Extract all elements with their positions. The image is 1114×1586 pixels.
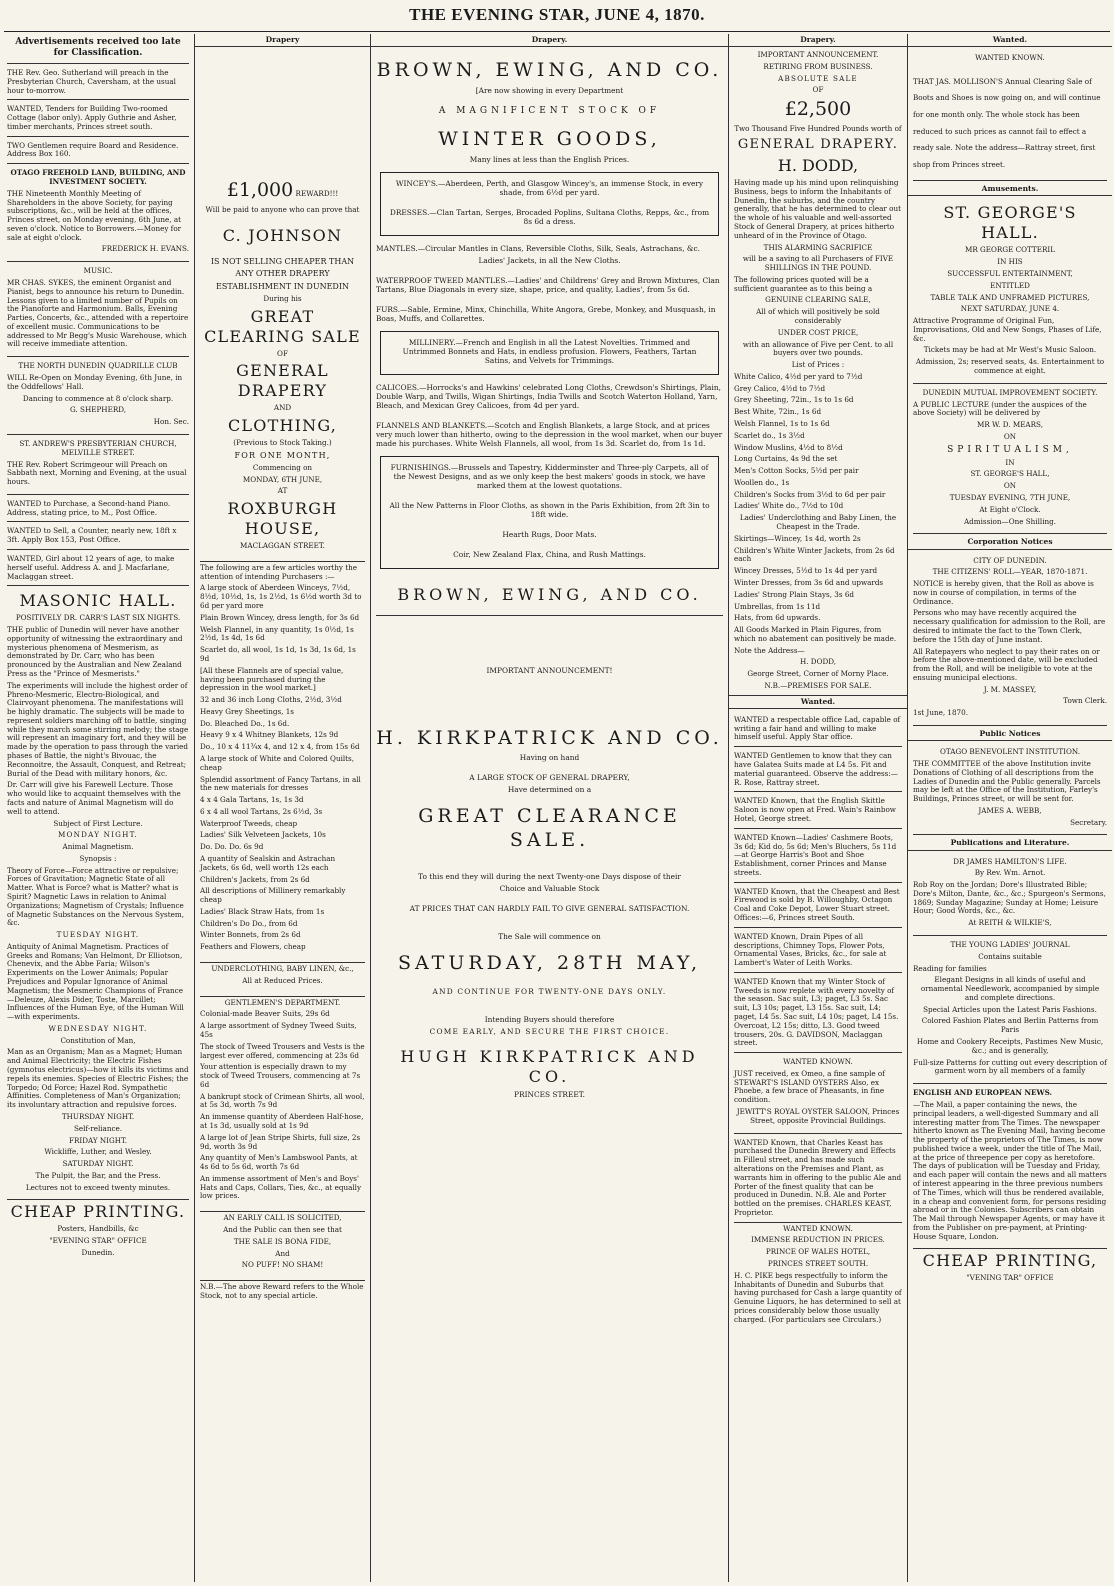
price-item: Window Muslins, 4½d to 8½d — [734, 442, 843, 452]
date: 1st June, 1870. — [913, 708, 968, 718]
otago-signature: FREDERICK H. EVANS. — [101, 244, 189, 254]
general-drapery: GENERAL DRAPERY — [236, 361, 329, 401]
mutual-improvement-ad — [913, 386, 1107, 535]
amusements-heading: Amusements. — [908, 183, 1112, 196]
coir: Coir, New Zealand Flax, China, and Rush Mattings. — [453, 550, 646, 560]
george-hall: ST. GEORGE'S HALL. — [943, 203, 1077, 243]
price-item: Scarlet do., 1s 3½d — [734, 430, 805, 440]
kirkpatrick-title: H. KIRKPATRICK AND CO. — [376, 726, 723, 749]
spiritualism: SPIRITUALISM, — [947, 444, 1073, 455]
list-item: A large stock of White and Colored Quilts, cheap — [200, 753, 355, 772]
is-not: IS NOT SELLING CHEAPER THAN — [210, 256, 355, 266]
one-month: FOR ONE MONTH, — [234, 451, 331, 461]
price-item: Winter Dresses, from 3s 6d and upwards — [734, 577, 884, 587]
quadrille-body: WILL Re-Open on Monday Evening, 6th June, in the Oddfellows' Hall. — [7, 373, 183, 391]
alarming: THIS ALARMING SACRIFICE — [763, 242, 873, 252]
webb: JAMES A. WEBB, — [978, 805, 1042, 815]
list-item: A quantity of Sealskin and Astrachan Jackets, 6s 6d, well worth 12s each — [200, 854, 336, 872]
contains: Contains suitable — [978, 951, 1042, 961]
wanted-known: WANTED KNOWN. — [783, 1223, 853, 1233]
marked: All Goods Marked in Plain Figures, from which no abatement can positively be made. — [734, 625, 897, 643]
price-item: Woollen do., 1s — [734, 477, 790, 487]
during: During his — [263, 293, 302, 303]
tuesday-title: TUESDAY NIGHT. — [56, 930, 140, 940]
column-4 — [729, 34, 907, 1582]
committee: THE COMMITTEE of the above Institution invite Donations of Clothing of all descriptions from the Ladies of Dunedin and the Public generally. Parcels may be left at the Office of the Institution, Farley's Buildings, Princes street, or will be sent for. — [913, 758, 1101, 804]
premises-for-sale: N.B.—PREMISES FOR SALE. — [764, 680, 872, 690]
roll: THE CITIZENS' ROLL—YEAR, 1870-1871. — [932, 567, 1088, 577]
jewitt: JEWITT'S ROYAL OYSTER SALOON, Princes Street, opposite Provincial Buildings. — [736, 1107, 900, 1125]
list-item: A large stock of Aberdeen Winceys, 7½d, 8½d, 10½d, 1s, 1s 2½d, 1s 6½d worth 3d to 6d per yard more — [200, 583, 362, 611]
cheap-printing-title: CHEAP PRINTING. — [10, 1202, 186, 1222]
waterproof: WATERPROOF TWEED MANTLES.—Ladies' and Childrens' Grey and Brown Mixtures, Clan Tartans, Blue Diagonals in every size, shape, price, and quality, Ladies', from 5s 6d. — [376, 275, 720, 294]
hearth: Hearth Rugs, Door Mats. — [502, 530, 597, 540]
prince-of-wales: PRINCE OF WALES HOTEL, — [765, 1247, 871, 1257]
underclothing: UNDERCLOTHING, BABY LINEN, &c., — [211, 964, 354, 974]
ad-music — [7, 264, 189, 357]
special: Special Articles upon the Latest Paris Fashions. — [923, 1004, 1097, 1014]
showing: [Are now showing in every Department — [475, 85, 624, 95]
princes-street: PRINCES STREET. — [514, 1089, 585, 1099]
millinery-box — [380, 331, 719, 375]
george-street: George Street, Corner of Morny Place. — [747, 669, 889, 679]
continue: AND CONTINUE FOR TWENTY-ONE DAYS ONLY. — [432, 986, 667, 996]
notice-2: Persons who may have recently acquired the necessary qualification for admission to the Roll, are desired to intimate the fact to the Town Clerk, before the 15th day of June instant. — [913, 608, 1106, 644]
attractive: Attractive Programme of Original Fun, Improvisations, Old and New Songs, Phases of Life, &c. — [913, 316, 1102, 343]
column-3 — [371, 34, 728, 1582]
under-cost: UNDER COST PRICE, — [777, 327, 859, 337]
gents-dept: GENTLEMEN'S DEPARTMENT. — [224, 997, 341, 1007]
in-his: IN HIS — [997, 257, 1023, 267]
town-clerk: Town Clerk. — [1063, 696, 1107, 706]
furs: FURS.—Sable, Ermine, Minx, Chinchilla, White Angora, Grebe, Monkey, and Musquash, in Boas, Muffs, and Collarettes. — [376, 304, 716, 323]
patterns: All the New Patterns in Floor Cloths, as shown in the Paris Exhibition, from 2ft 3in to 18ft wide. — [389, 501, 710, 520]
list-item: Children's Jackets, from 2s 6d — [200, 874, 310, 884]
clothing: CLOTHING, — [227, 416, 338, 436]
saturday-date: SATURDAY, 28TH MAY, — [397, 951, 702, 974]
wanted-ad: WANTED Known that my Winter Stock of Tweeds is now replete with every novelty of the season. Sac suit, L3; paget, L3 5s. Sac suit, L3 10s; paget, L3 15s. Sac suit, L4; paget, L4 5s. Sac suit, L4 10s; paget, L4 15s. Overcoat, L2 15s; ditto, L3. Good tweed trousers, 20s. G. DAVIDSON, Maclaggan street. — [734, 975, 902, 1053]
ladies-journal-ad — [913, 938, 1107, 1084]
column-1 — [2, 34, 194, 1582]
note-address: Note the Address— — [734, 645, 805, 655]
home: Home and Cookery Receipts, Pastimes New Music, &c.; and is generally, — [916, 1037, 1104, 1055]
ad-board: TWO Gentlemen require Board and Residence. Address Box 160. — [7, 139, 189, 165]
price-item: Men's Cotton Socks, 5½d per pair — [734, 466, 859, 476]
list-item: All descriptions of Millinery remarkably cheap — [200, 886, 346, 905]
wednesday-title: WEDNESDAY NIGHT. — [48, 1023, 148, 1033]
winceys: WINCEY'S.—Aberdeen, Perth, and Glasgow Wincey's, an immense Stock, in every shade, from 6½d per yard. — [395, 178, 704, 197]
music-body: MR CHAS. SYKES, the eminent Organist and Pianist, begs to announce his return to Dunedin. Lessons given to a limited number of Pupils on the Pianoforte and Harmonium. Balls, Evening Parties, Concerts, &c., attended with a repertoire of excellent music. Communications to be addressed to Mr Begg's Music Warehouse, which will receive immediate attention. — [7, 278, 189, 349]
list-item: Children's Do Do., from 6d — [200, 918, 298, 928]
ad-piano: WANTED to Purchase, a Second-hand Piano. Address, stating price, to M., Post Office. — [7, 497, 189, 523]
drapery-heading: Drapery. — [371, 34, 728, 47]
winceys-box — [380, 172, 719, 236]
list-item: Heavy Grey Sheetings, 1s — [200, 706, 294, 716]
city: CITY OF DUNEDIN. — [973, 555, 1047, 565]
reward-note: N.B.—The above Reward refers to the Whole Stock, not to any special article. — [200, 1282, 364, 1300]
having: Having on hand — [519, 753, 580, 763]
ad-st-andrews — [7, 437, 189, 495]
price-item: Grey Sheeting, 72in., 1s to 1s 6d — [734, 395, 854, 405]
magnificent: A MAGNIFICENT STOCK OF — [438, 105, 661, 116]
fullsize: Full-size Patterns for cutting out every description of garment worn by all members of a family — [913, 1057, 1107, 1076]
st-andrews-title: ST. ANDREW'S PRESBYTERIAN CHURCH, MELVILLE STREET. — [19, 438, 177, 457]
furnishings: FURNISHINGS.—Brussels and Tapestry, Kidderminster and Three-ply Carpets, all of the Newest Designs, and as we only keep the best makers' goods in stock, we have marked them at the lowest quotations. — [390, 463, 709, 491]
following: The following are a few articles worthy the attention of intending Purchasers :— — [200, 562, 358, 581]
dodd-name: H. DODD, — [777, 156, 859, 176]
citizens-roll-ad — [913, 554, 1107, 727]
monday-subtitle: Animal Magnetism. — [62, 842, 134, 852]
eight: At Eight o'Clock. — [979, 504, 1041, 514]
at: AT — [277, 486, 288, 496]
oysters: JUST received, ex Omeo, a fine sample of STEWART'S ISLAND OYSTERS Also, ex Phoebe, a few brace of Pheasants, in fine condition. — [734, 1068, 885, 1105]
price-item: Long Curtains, 4s 9d the set — [734, 454, 838, 464]
roxburgh-house: ROXBURGH HOUSE, — [227, 499, 338, 539]
hamilton-ad — [913, 855, 1107, 936]
dodd-address-name: H. DODD, — [799, 657, 837, 667]
ad-girl: WANTED, Girl about 12 years of age, to make herself useful. Address A. and J. Macfarlane, Maclaggan street. — [7, 552, 189, 586]
cheap-printing-title: CHEAP PRINTING, — [922, 1251, 1098, 1271]
dunedin: Dunedin. — [81, 1247, 115, 1257]
music-title: MUSIC. — [83, 266, 113, 276]
price-item: Grey Calico, 4½d to 7½d — [734, 383, 826, 393]
carr-title: POSITIVELY DR. CARR'S LAST SIX NIGHTS. — [15, 613, 181, 623]
flannels: FLANNELS AND BLANKETS.—Scotch and English Blankets, a large Stock, and at prices very much lower than hitherto, owing to the depression in the wool market, when our buyer made his purchases. White Welsh Flannels, all wool, from 1s 3d. Scarlet do, from 1s 1d. — [376, 421, 723, 449]
tuesday: TUESDAY EVENING, 7TH JUNE, — [949, 493, 1071, 503]
wanted-ad: WANTED Known, Drain Pipes of all descriptions, Chimney Tops, Flower Pots, Ornamental Vases, Bricks, &c., for sale at Lambert's Water of Leith Works. — [734, 930, 902, 973]
friday-title: FRIDAY NIGHT. — [68, 1135, 128, 1145]
list-item: Do. Do. Do. 6s 9d — [200, 842, 264, 852]
george-hall-2: ST. GEORGE'S HALL, — [970, 469, 1050, 479]
great-clearing-sale: GREAT CLEARING SALE — [204, 306, 361, 346]
admission: Admission, 2s; reserved seats, 4s. Entertainment to commence at eight. — [915, 357, 1105, 376]
reward-amount: £1,000 — [226, 179, 294, 202]
johnson: C. JOHNSON — [222, 225, 343, 245]
no-puff: NO PUFF! NO SHAM! — [241, 1260, 324, 1270]
mears: MR W. D. MEARS, — [977, 420, 1043, 430]
maclaggan-street: MACLAGGAN STREET. — [240, 541, 325, 551]
price-item: White Calico, 4½d per yard to 7½d — [734, 371, 863, 381]
reward-word: REWARD!!! — [295, 189, 339, 199]
list-item: A bankrupt stock of Crimean Shirts, all wool, at 5s 3d, worth 7s 9d — [200, 1091, 365, 1110]
previous: (Previous to Stock Taking.) — [233, 438, 332, 448]
list-item: A large assortment of Sydney Tweed Suits, 45s — [200, 1021, 357, 1039]
list-item: Colonial-made Beaver Suits, 29s 6d — [200, 1009, 330, 1019]
english-news-ad — [913, 1086, 1107, 1249]
retiring: RETIRING FROM BUSINESS. — [763, 61, 873, 71]
next-saturday: NEXT SATURDAY, JUNE 4. — [960, 304, 1060, 314]
price-item: Welsh Flannel, 1s to 1s 6d — [734, 419, 830, 429]
hamilton-body: Rob Roy on the Jordan; Dore's Illustrated Bible; Dore's Milton, Dante, &c., &c.; Spurgeon's Sermons, 1869; Sunday Magazine; Sunday at Home; Leisure Hour; Good Words, &c., &c. — [913, 880, 1106, 916]
sale-commence: The Sale will commence on — [498, 931, 601, 941]
mantles: MANTLES.—Circular Mantles in Clans, Reversible Cloths, Silk, Seals, Astrachans, &c. — [376, 243, 700, 253]
in: IN — [1005, 457, 1015, 467]
list-item: Ladies' Black Straw Hats, from 1s — [200, 906, 325, 916]
quadrille-title: THE NORTH DUNEDIN QUADRILLE CLUB — [18, 361, 178, 371]
absolute-sale: ABSOLUTE SALE — [778, 73, 858, 83]
tickets: Tickets may be had at Mr West's Music Saloon. — [923, 345, 1097, 355]
elegant: Elegant Designs in all kinds of useful and ornamental Needlework, accompanied by simple and complete directions. — [920, 975, 1100, 1002]
mollison-body: THAT JAS. MOLLISON'S Annual Clearing Sale of Boots and Shoes is now going on, and will continue for one month only. The whole stock has been reduced to such prices as cannot fail to effect a ready sale. Note the address—Rattray street, first shop from Princes street. — [913, 76, 1101, 169]
on-2: ON — [1003, 481, 1017, 491]
wednesday-body: Man as an Organism; Man as a Magnet; Human and Animal Electricity; the Electric Fishes (gymnotus electricus)—how it kills its victims and repels its enemies. Species of Electric Fishes; the Torpedo; Od Force; Hazel Rod. Sympathetic Affinities. Completeness of Man's Organization; its involuntary attraction and repulsive forces. — [7, 1047, 189, 1110]
list-item: 6 x 4 all wool Tartans, 2s 6½d, 3s — [200, 806, 323, 816]
friday-subtitle: Wickliffe, Luther, and Wesley. — [44, 1147, 152, 1157]
price-item: Umbrellas, from 1s 11d — [734, 601, 821, 611]
millinery: MILLINERY.—French and English in all the Latest Novelties. Trimmed and Untrimmed Bonnets and Hats, in endless profusion. Flowers, Feathers, Tartan Satins, and Velvets for Trimmings. — [402, 337, 697, 366]
lecture: A PUBLIC LECTURE (under the auspices of the above Society) will be delivered by — [913, 399, 1087, 418]
cheap-printing-ad — [913, 1251, 1107, 1283]
successful: SUCCESSFUL ENTERTAINMENT, — [947, 269, 1073, 278]
list-item: Scarlet do, all wool, 1s 1d, 1s 3d, 1s 6d, 1s 9d — [200, 645, 356, 663]
george-hall-ad — [913, 200, 1107, 383]
satisfaction: AT PRICES THAT CAN HARDLY FAIL TO GIVE GENERAL SATISFACTION. — [409, 903, 690, 913]
clearance-sale: GREAT CLEARANCE SALE. — [418, 805, 681, 852]
large-stock: A LARGE STOCK OF GENERAL DRAPERY, — [469, 773, 630, 783]
amount: £2,500 — [784, 98, 852, 121]
following: The following prices quoted will be a sufficient guarantee as to this being a — [734, 274, 873, 293]
masthead: THE EVENING STAR, JUNE 4, 1870. — [409, 5, 705, 24]
wanted-heading: Wanted. — [729, 695, 907, 709]
list-item: Feathers and Flowers, cheap — [200, 942, 306, 952]
pike-ad — [734, 1225, 902, 1325]
calicoes: CALICOES.—Horrocks's and Hawkins' celebrated Long Cloths, Crewdson's Shirtings, Plain, Double Warp, and Twills, Wigan Shirtings, India Twills and Scotch Waterton Holland, Yarn, Bleach, and Mexican Grey Calicoes, from 4d per yard. — [376, 383, 721, 411]
late-advertisements-title: Advertisements received too late for Classification. — [7, 34, 189, 64]
ad-counter: WANTED to Sell, a Counter, nearly new, 18ft x 3ft. Apply Box 153, Post Office. — [7, 524, 189, 550]
winter-goods: WINTER GOODS, — [438, 127, 661, 150]
price-item: Skirtings—Wincey, 1s 4d, worth 2s — [734, 533, 861, 543]
wilkie: At REITH & WILKIE'S, — [968, 918, 1052, 928]
corporation-heading: Corporation Notices — [908, 536, 1112, 549]
brown-ewing-footer: BROWN, EWING, AND CO. — [397, 585, 702, 605]
wanted-ad: WANTED Known—Ladies' Cashmere Boots, 3s 6d; Kid do, 5s 6d; Men's Bluchers, 5s 11d—at George Harris's Boot and Shoe Establishment, corner Princes and Manse streets. — [734, 831, 902, 883]
list-item: Winter Bonnets, from 2s 6d — [200, 930, 301, 940]
price-item: Best White, 72in., 1s 6d — [734, 407, 822, 417]
ad-quadrille — [7, 359, 189, 435]
ad-cheap-printing — [7, 1202, 189, 1257]
wanted-known: WANTED KNOWN. — [975, 53, 1045, 63]
saturday-title: SATURDAY NIGHT. — [62, 1159, 134, 1169]
list-item: A large lot of Jean Stripe Shirts, full size, 2s 9d, worth 3s 9d — [200, 1132, 361, 1151]
dresses: DRESSES.—Clan Tartan, Serges, Brocaded Poplins, Sultana Cloths, Repps, &c., from 8s 6d a dress. — [389, 207, 710, 226]
list-item: Plain Brown Wincey, dress length, for 3s 6d — [200, 612, 360, 622]
ad-tenders: WANTED, Tenders for Building Two-roomed Cottage (labor only). Apply Guthrie and Asher, timber merchants, Princes street south. — [7, 102, 189, 136]
wanted-ad: WANTED a respectable office Lad, capable of writing a fair hand and willing to make himself useful. Apply Star office. — [734, 713, 902, 747]
and-2: And — [275, 1248, 290, 1258]
price-item: Ladies' White do., 7½d to 10d — [734, 501, 844, 511]
oysters-ad — [734, 1055, 902, 1133]
drapery-heading: Drapery — [195, 34, 370, 47]
hamilton-title: DR JAMES HAMILTON'S LIFE. — [953, 856, 1067, 866]
carr-body-3: Dr. Carr will give his Farewell Lecture. Those who would like to acquaint themselves with the facts and nature of Animal Magnetism will do well to attend. — [7, 780, 181, 816]
list-item: Splendid assortment of Fancy Tartans, in all the new materials for dresses — [200, 774, 361, 793]
allowance: with an allowance of Five per Cent. to all buyers over two pounds. — [742, 339, 894, 358]
dodd-body: Having made up his mind upon relinquishing Business, begs to inform the Inhabitants of Dunedin, the suburbs, and the country generally, that he has determined to clear out the whole of his valuable and well-assorted Stock of General Drapery, at prices hitherto unheard of in the Province of Otago. — [734, 178, 902, 240]
on: ON — [1003, 431, 1017, 441]
price-item: Children's Socks from 3½d to 6d per pair — [734, 489, 886, 499]
list-item: Ladies' Silk Velveteen Jackets, 10s — [200, 830, 326, 840]
thursday-title: THURSDAY NIGHT. — [61, 1111, 135, 1121]
price-item: Hats, from 6d upwards. — [734, 613, 821, 623]
lectures-note: Lectures not to exceed twenty minutes. — [25, 1182, 171, 1192]
bona-fide: THE SALE IS BONA FIDE, — [233, 1236, 332, 1246]
reading: Reading for families — [913, 963, 987, 973]
list-item: The stock of Tweed Trousers and Vests is the largest ever offered, commencing at 23s 6d — [200, 1041, 365, 1060]
list-item: 32 and 36 inch Long Cloths, 2½d, 3½d — [200, 695, 342, 705]
list-item: Any quantity of Men's Lambswool Pants, at 4s 6d to 5s 6d, worth 7s 6d — [200, 1153, 358, 1172]
price-item: Ladies' Strong Plain Stays, 3s 6d — [734, 589, 855, 599]
monday-title: MONDAY NIGHT. — [58, 830, 138, 840]
wanted-known: WANTED KNOWN. — [783, 1057, 853, 1067]
list-item: An immense quantity of Aberdeen Half-hose, at 1s 3d, usually sold at 1s 9d — [200, 1112, 364, 1130]
mollison-ad — [913, 51, 1107, 181]
list-item: Welsh Flannel, in any quantity, 1s 0½d, 1s 2½d, 1s 4d, 1s 6d — [200, 624, 354, 643]
monday-body: Theory of Force—Force attractive or repulsive; Forces of Gravitation; Magnetic State of all Matter. What is Force? what is Matter? what is Spirit? Magnetic Laws in relation to Animal Organizations; Magnetism of Crystals; Influence of Magnetic Substances on the Nervous System, &c. — [7, 865, 184, 928]
of: OF — [277, 348, 288, 358]
saving: will be a saving to all Purchasers of FIVE SHILLINGS IN THE POUND. — [742, 254, 894, 273]
list-item: Do. Bleached Do., 1s 6d. — [200, 718, 290, 728]
column-5 — [908, 34, 1112, 1582]
secretary: Secretary. — [1070, 817, 1107, 827]
monday-date: MONDAY, 6TH JUNE, — [242, 474, 323, 484]
all-sold: All of which will positively be sold considerably — [756, 307, 880, 325]
princes-south: PRINCES STREET SOUTH. — [767, 1258, 869, 1268]
quadrille-signature-title: Hon. Sec. — [153, 417, 189, 427]
immense-reduction: IMMENSE REDUCTION IN PRICES. — [751, 1235, 885, 1245]
wanted-ad: WANTED Known, that the Cheapest and Best Firewood is sold by B. Willoughby, Octagon Coal and Coke Depot, Lower Stuart street. Offices:—6, Princes street South. — [734, 885, 902, 928]
list-item: Do., 10 x 4 11¾x 4, and 12 x 4, from 15s 6d — [200, 742, 360, 752]
establishment: ESTABLISHMENT IN DUNEDIN — [216, 282, 349, 292]
table-talk: TABLE TALK AND UNFRAMED PICTURES, — [930, 292, 1090, 302]
paid: Will be paid to anyone who can prove that — [205, 204, 360, 214]
cotterill: MR GEORGE COTTERIL — [964, 245, 1055, 255]
saturday-subtitle: The Pulpit, the Bar, and the Press. — [35, 1170, 161, 1180]
list-item: [All these Flannels are of special value, having been purchased during the depression in the wool market.] — [200, 665, 344, 693]
wanted-ad: WANTED Gentlemen to know that they can have Galatea Suits made at L4 5s. Fit and material guaranteed. Observe the address:—R. Rose, Rattray street. — [734, 749, 902, 792]
thursday-subtitle: Self-reliance. — [73, 1123, 123, 1133]
price-item: Wincey Dresses, 5½d to 1s 4d per yard — [734, 566, 878, 576]
st-andrews-body: THE Rev. Robert Scrimgeour will Preach on Sabbath next, Morning and Evening, at the usual hours. — [7, 459, 187, 487]
public-notices-heading: Public Notices — [908, 728, 1112, 741]
early-call: AN EARLY CALL IS SOLICITED, — [223, 1213, 342, 1223]
quadrille-signature: G. SHEPHERD, — [69, 405, 127, 415]
wanted-ad: WANTED Known, that the English Skittle Saloon is now open at Fred. Wain's Rainbow Hotel, George street. — [734, 794, 902, 828]
entitled: ENTITLED — [990, 280, 1030, 290]
and: AND — [273, 403, 292, 413]
list-item: 4 x 4 Gala Tartans, 1s, 1s 3d — [200, 795, 304, 805]
drapery-heading: Drapery. — [729, 34, 907, 47]
many-lines: Many lines at less than the English Prices. — [469, 154, 630, 164]
choice: Choice and Valuable Stock — [499, 883, 600, 893]
keast-ad: WANTED Known, that Charles Keast has purchased the Dunedin Brewery and Effects in Filleul street, and has made such alterations on the Premises and Plant, as warrants him in offering to the public Ale and Porter of the finest quality that can be produced in Dunedin. N.B. Ale and Porter bottled on the premises. CHARLES KEAST, Proprietor. — [734, 1136, 902, 1223]
office: "VENING TAR" OFFICE — [966, 1273, 1054, 1283]
column-2 — [195, 34, 370, 1582]
hugh-kirkpatrick: HUGH KIRKPATRICK AND CO. — [400, 1046, 699, 1086]
price-item: Children's White Winter Jackets, from 2s 6d each — [734, 545, 895, 564]
list-of-prices: List of Prices : — [791, 360, 845, 370]
benevolent-title: OTAGO BENEVOLENT INSTITUTION. — [940, 747, 1080, 757]
publications-heading: Publications and Literature. — [908, 837, 1112, 850]
kirk-important: IMPORTANT ANNOUNCEMENT! — [486, 666, 613, 676]
masonic-title: MASONIC HALL. — [19, 591, 177, 611]
ad-sutherland: THE Rev. Geo. Sutherland will preach in the Presbyterian Church, Caversham, at the usual hour to-morrow. — [7, 66, 189, 100]
arnot: By Rev. Wm. Arnot. — [974, 868, 1046, 878]
admission-2: Admission—One Shilling. — [963, 516, 1057, 526]
notice-3: All Ratepayers who neglect to pay their rates on or before the above-mentioned date, will be excluded from the Roll, and will be ineligible to vote at the ensuing municipal elections. — [913, 646, 1100, 682]
quadrille-note: Dancing to commence at 8 o'clock sharp. — [22, 393, 174, 403]
important-announcement: IMPORTANT ANNOUNCEMENT. — [757, 50, 879, 60]
tuesday-body: Antiquity of Animal Magnetism. Practices of Greeks and Romans; Van Helmont, Dr Elliotson, Chenevix, and the Abbe Faria; Wilson's Experiments on the Lower Animals; Popular Prejudices and Popular Ignorance of Animal Magnetism; the Mesmeric Champions of France—Deleuze, Alexis Dider, Toste, Marcillet; Influences of the Human Eye, of the Human Will—with experiments. — [7, 941, 184, 1022]
end: To this end they will during the next Twenty-one Days dispose of their — [418, 871, 681, 881]
posters: Posters, Handbills, &c — [57, 1224, 139, 1234]
of: OF — [812, 85, 824, 95]
list-item: Heavy 9 x 4 Whitney Blankets, 12s 9d — [200, 730, 339, 740]
intending: Intending Buyers should therefore — [484, 1014, 615, 1024]
genuine-sale: GENUINE CLEARING SALE, — [765, 295, 871, 305]
masthead-rule — [4, 31, 1110, 32]
ad-otago-society — [7, 166, 189, 262]
commencing: Commencing on — [252, 462, 313, 472]
any-other: ANY OTHER DRAPERY — [235, 269, 330, 279]
pike-body: H. C. PIKE begs respectfully to inform the Inhabitants of Dunedin and Suburbs that having purchased for Cash a large quantity of Genuine Liquors, he has determined to sell at prices considerably below those usually charged. (For particulars see Circulars.) — [734, 1270, 902, 1324]
wednesday-subtitle: Constitution of Man, — [60, 1035, 136, 1045]
reduced: All at Reduced Prices. — [242, 975, 323, 985]
mutual-title: DUNEDIN MUTUAL IMPROVEMENT SOCIETY. — [922, 387, 1098, 397]
office: "EVENING STAR" OFFICE — [49, 1236, 147, 1246]
wanted-heading: Wanted. — [908, 34, 1112, 47]
otago-title: OTAGO FREEHOLD LAND, BUILDING, AND INVESTMENT SOCIETY. — [10, 168, 186, 186]
notice: NOTICE is hereby given, that the Roll as above is now in course of compilation, in terms of the Ordinance. — [913, 579, 1094, 606]
benevolent-ad — [913, 745, 1107, 835]
public: And the Public can then see that — [223, 1225, 342, 1235]
massey: J. M. MASSEY, — [983, 684, 1037, 694]
carr-body-2: The experiments will include the highest order of Phreno-Mesmeric, Electro-Biological, and Clairvoyant phenomena. The manifestations will be highly dramatic. The subjects will be made to represent soldiers marching off to battle, singing while they march some stirring melody; the stage will represent an imaginary fort, and they will be made by the operation to pass through the varied phases of Battle, the night's Bivouac, the Reconnoitre, the Assault, Conquest, and Retreat; Burial of the Dead with military honors, &c. — [7, 680, 189, 778]
list-item: An immense assortment of Men's and Boys' Hats and Caps, Collars, Ties, &c., at equally low prices. — [200, 1173, 362, 1201]
jackets: Ladies' Jackets, in all the New Cloths. — [478, 255, 621, 265]
furnishings-box — [380, 456, 719, 569]
journal-title: THE YOUNG LADIES' JOURNAL — [950, 940, 1070, 950]
amount-words: Two Thousand Five Hundred Pounds worth of — [734, 124, 902, 134]
determined: Have determined on a — [507, 785, 592, 795]
come-early: COME EARLY, AND SECURE THE FIRST CHOICE. — [429, 1026, 670, 1036]
synopsis: Synopsis : — [79, 853, 117, 863]
colored: Colored Fashion Plates and Berlin Patterns from Paris — [921, 1016, 1099, 1035]
english-news-title: ENGLISH AND EUROPEAN NEWS. — [913, 1088, 1053, 1098]
list-item: Your attention is especially drawn to my stock of Tweed Trousers, commencing at 7s 6d — [200, 1062, 361, 1089]
subject: Subject of First Lecture. — [53, 818, 143, 828]
reward-line — [200, 179, 365, 203]
underclothing: Ladies' Underclothing and Baby Linen, the Cheapest in the Trade. — [739, 513, 897, 532]
ad-masonic-hall — [7, 588, 189, 1200]
mail-body: —The Mail, a paper containing the news, the principal leaders, a well-digested Summary and all interesting matter from The Times. The newspaper hitherto known as The Evening Mail, having become the property of the proprietors of The Times, is now published twice a week, under the title of The Mail, at the price of threepence per copy as heretofore. The days of publication will be Tuesday and Friday, and each paper will contain the news and all matters of interest appearing in the three previous numbers of The Times, which will thus be rendered available, in a cheap and convenient form, for persons residing abroad or in the Colonies. Subscribers can obtain The Mail through Newspaper Agents, or may have it from the Publisher on pre-payment, at Printing-House Square, London. — [913, 1099, 1107, 1241]
brown-ewing-title: BROWN, EWING, AND CO. — [376, 59, 723, 82]
carr-body: THE public of Dunedin will never have another opportunity of witnessing the extraordinary and mysterious phenomena of Mesmerism, as demonstrated by Dr. Carr, who has been pronounced by the Australian and New Zealand Press as the "Prince of Mesmerists." — [7, 625, 183, 678]
general-drapery: GENERAL DRAPERY. — [737, 136, 899, 152]
list-item: Waterproof Tweeds, cheap — [200, 818, 298, 828]
otago-body: THE Nineteenth Monthly Meeting of Shareholders in the above Society, for paying subscriptions, &c., will be held at the offices, Princes street, on Monday evening, 6th June, at seven o'clock. Notice to Borrowers.—Money for sale at eight o'clock. — [7, 188, 182, 242]
